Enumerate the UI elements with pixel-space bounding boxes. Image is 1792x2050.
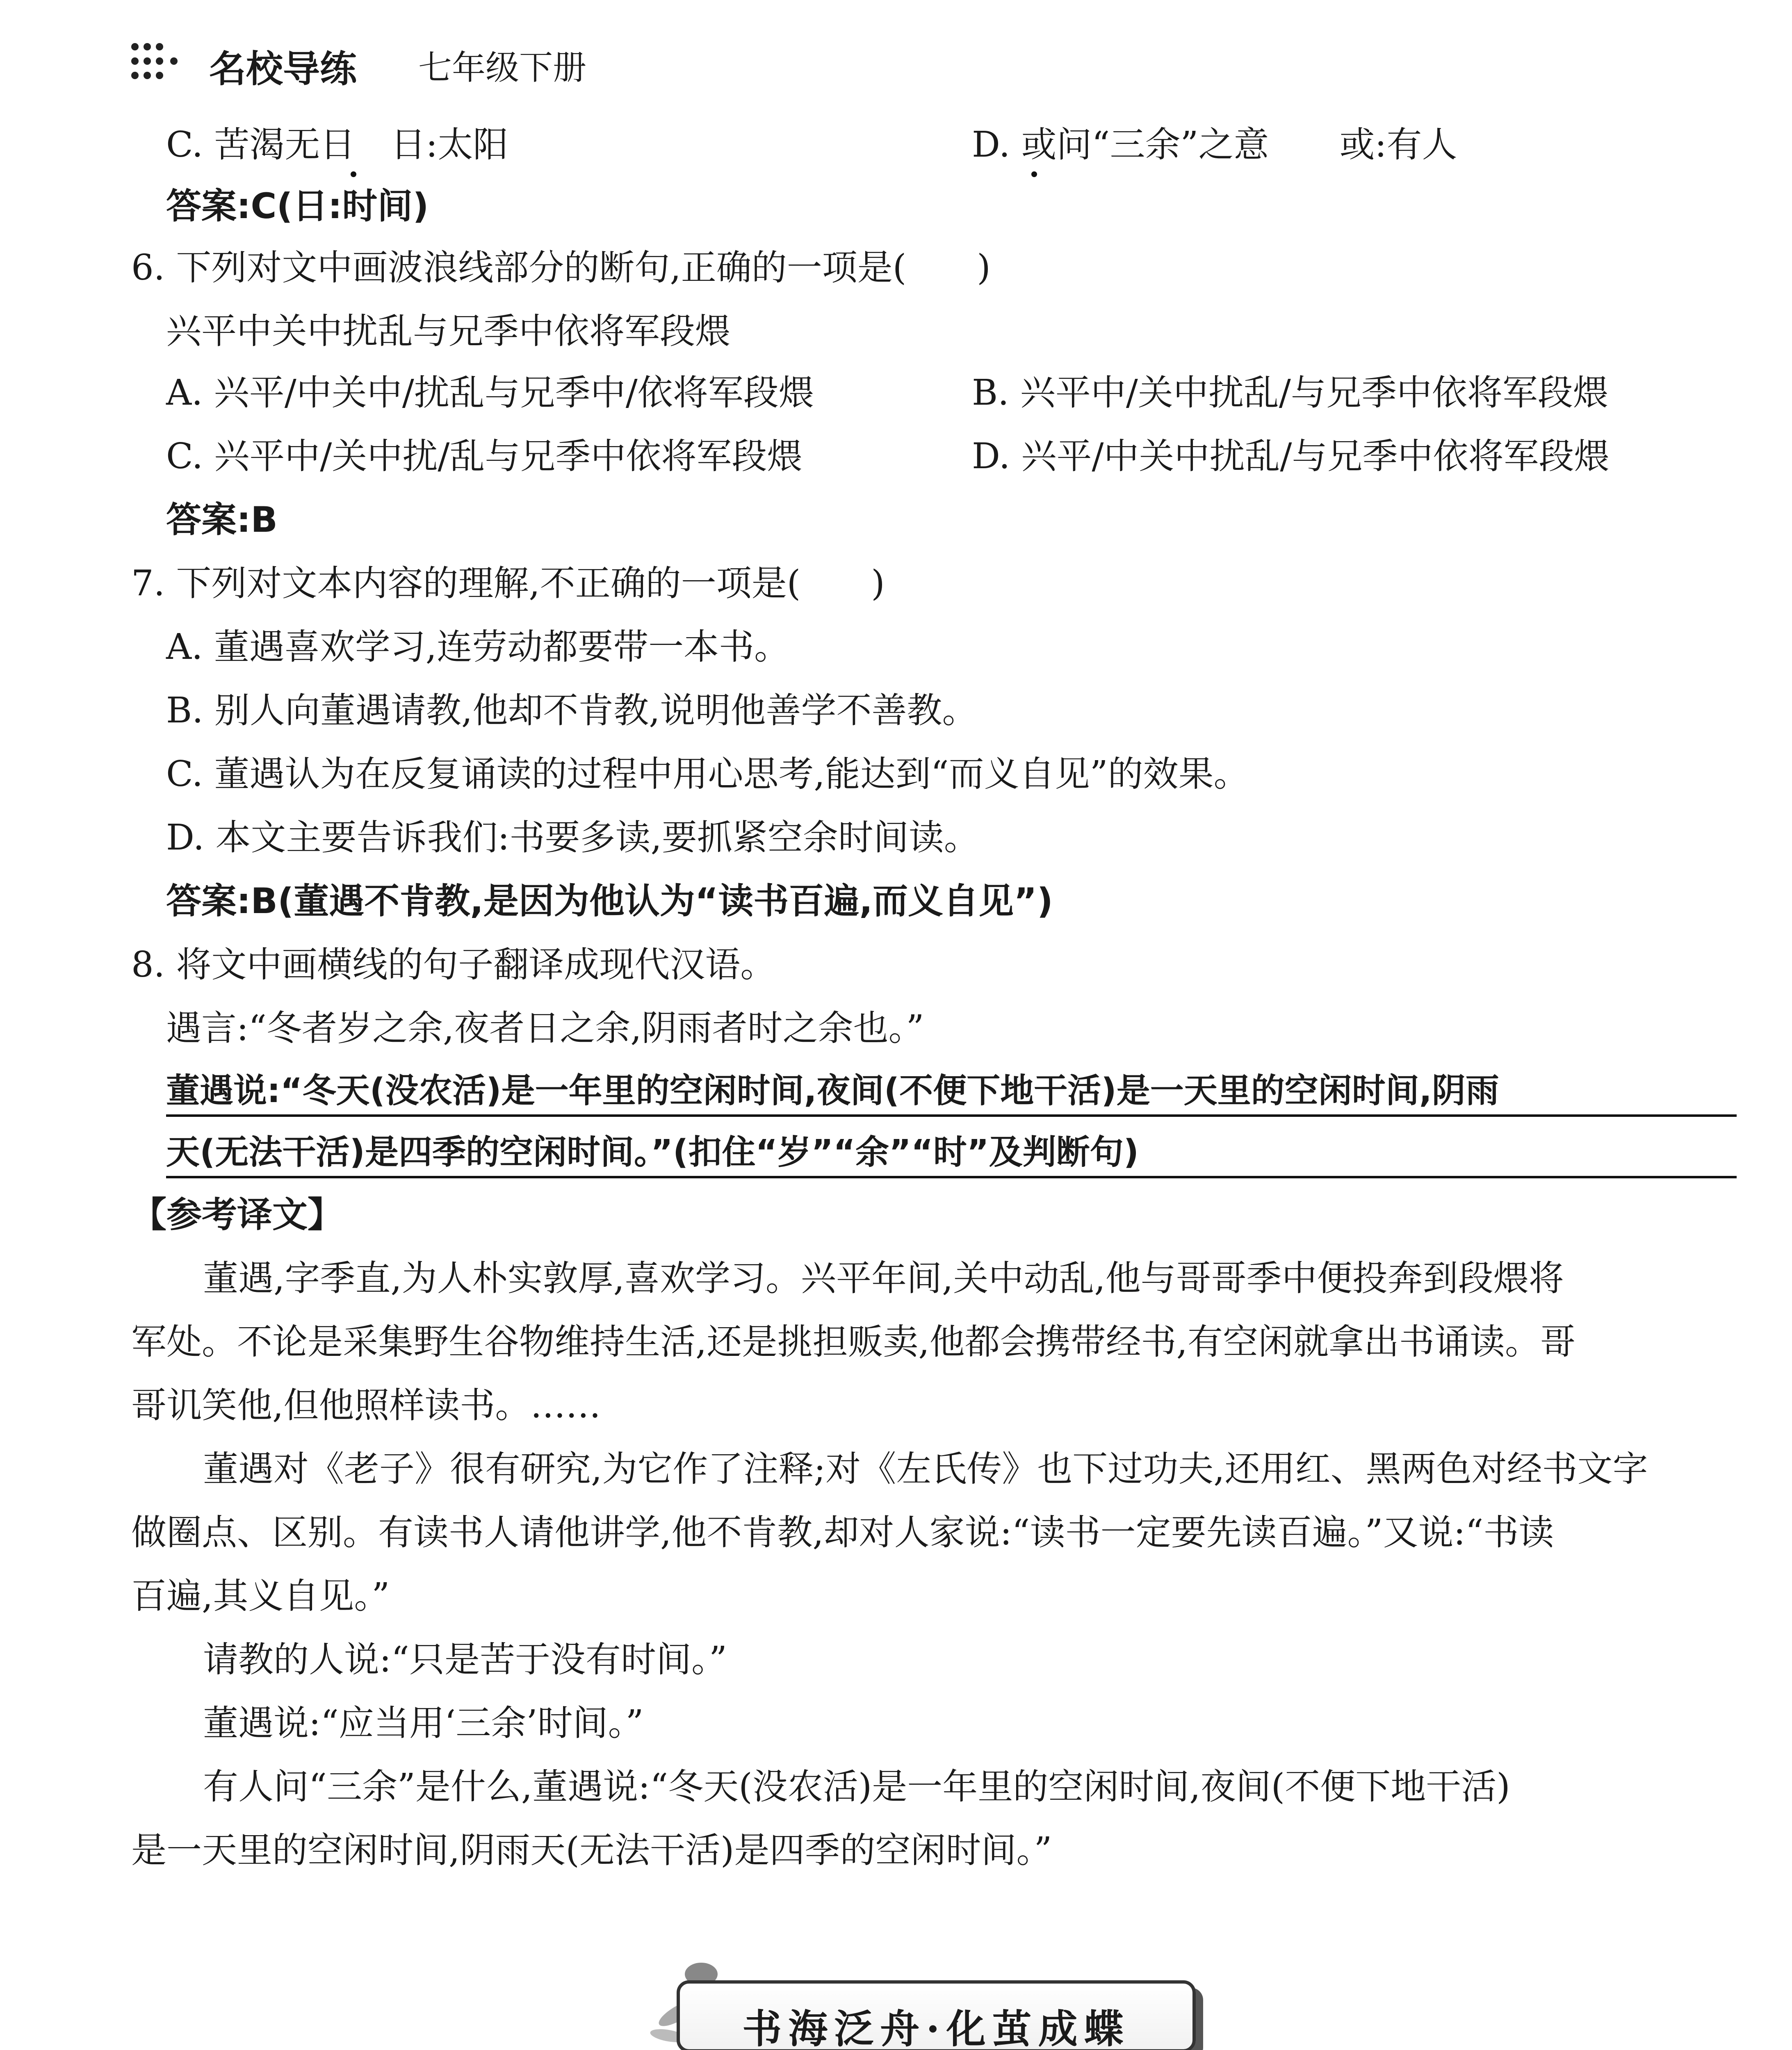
- translation-p2-line3: 百遍,其义自见。”: [131, 1576, 390, 1617]
- option-c-top: C. 苦渴无日 日:太阳: [166, 124, 508, 165]
- q7-option-a: A. 董遇喜欢学习,连劳动都要带一本书。: [166, 626, 790, 667]
- q6-sentence: 兴平中关中扰乱与兄季中依将军段煨: [166, 311, 730, 352]
- q7-stem: 7. 下列对文本内容的理解,不正确的一项是( ): [131, 563, 885, 604]
- translation-p5-line2: 是一天里的空闲时间,阴雨天(无法干活)是四季的空闲时间。”: [131, 1830, 1052, 1871]
- q6-option-d: D. 兴平/中关中扰乱/与兄季中依将军段煨: [972, 436, 1610, 477]
- answer-underline: [166, 1114, 1737, 1117]
- q6-answer: 答案:B: [166, 499, 278, 540]
- q7-option-b: B. 别人向董遇请教,他却不肯教,说明他善学不善教。: [166, 690, 978, 731]
- q7-answer: 答案:B(董遇不肯教,是因为他认为“读书百遍,而义自见”): [166, 881, 1053, 922]
- q6-stem: 6. 下列对文中画波浪线部分的断句,正确的一项是( ): [131, 247, 991, 288]
- section-banner: [640, 1952, 1214, 2050]
- translation-p2-line1: 董遇对《老子》很有研究,为它作了注释;对《左氏传》也下过功夫,还用红、黑两色对经书文字: [203, 1449, 1648, 1490]
- header-series: 名校导练: [209, 48, 357, 91]
- emphasis-dot: [1031, 171, 1037, 177]
- translation-heading: 【参考译文】: [131, 1194, 343, 1235]
- q8-answer-line1: 董遇说:“冬天(没农活)是一年里的空闲时间,夜间(不便下地干活)是一天里的空闲时间,阴雨: [166, 1071, 1499, 1110]
- emphasis-dot: [351, 171, 356, 177]
- q6-option-b: B. 兴平中/关中扰乱/与兄季中依将军段煨: [972, 372, 1608, 413]
- q7-option-d: D. 本文主要告诉我们:书要多读,要抓紧空余时间读。: [166, 817, 979, 858]
- option-d-top: D. 或问“三余”之意 或:有人: [972, 124, 1457, 165]
- translation-p4: 董遇说:“应当用‘三余’时间。”: [203, 1703, 644, 1744]
- translation-p1-line2: 军处。不论是采集野生谷物维持生活,还是挑担贩卖,他都会携带经书,有空闲就拿出书诵读。哥: [131, 1321, 1576, 1362]
- q6-option-c: C. 兴平中/关中扰/乱与兄季中依将军段煨: [166, 436, 803, 477]
- q8-stem: 8. 将文中画横线的句子翻译成现代汉语。: [131, 944, 776, 985]
- q8-quote: 遇言:“冬者岁之余,夜者日之余,阴雨者时之余也。”: [166, 1008, 924, 1049]
- header-grade: 七年级下册: [418, 48, 587, 87]
- q7-option-c: C. 董遇认为在反复诵读的过程中用心思考,能达到“而义自见”的效果。: [166, 754, 1249, 795]
- header-dots-icon: [131, 39, 193, 84]
- banner-title: 书海泛舟·化茧成蝶: [742, 2006, 1130, 2050]
- q6-option-a: A. 兴平/中关中/扰乱与兄季中/依将军段煨: [166, 372, 814, 413]
- translation-p5-line1: 有人问“三余”是什么,董遇说:“冬天(没农活)是一年里的空闲时间,夜间(不便下地干活): [203, 1766, 1510, 1807]
- answer-underline: [166, 1176, 1737, 1178]
- translation-p2-line2: 做圈点、区别。有读书人请他讲学,他不肯教,却对人家说:“读书一定要先读百遍。”又说:“书读: [131, 1512, 1554, 1553]
- translation-p1-line3: 哥讥笑他,但他照样读书。……: [131, 1385, 601, 1426]
- q5-answer: 答案:C(日:时间): [166, 186, 429, 227]
- translation-p3: 请教的人说:“只是苦于没有时间。”: [203, 1639, 727, 1680]
- q8-answer-line2: 天(无法干活)是四季的空闲时间。”(扣住“岁”“余”“时”及判断句): [166, 1133, 1139, 1172]
- translation-p1-line1: 董遇,字季直,为人朴实敦厚,喜欢学习。兴平年间,关中动乱,他与哥哥季中便投奔到段煨将: [203, 1258, 1564, 1299]
